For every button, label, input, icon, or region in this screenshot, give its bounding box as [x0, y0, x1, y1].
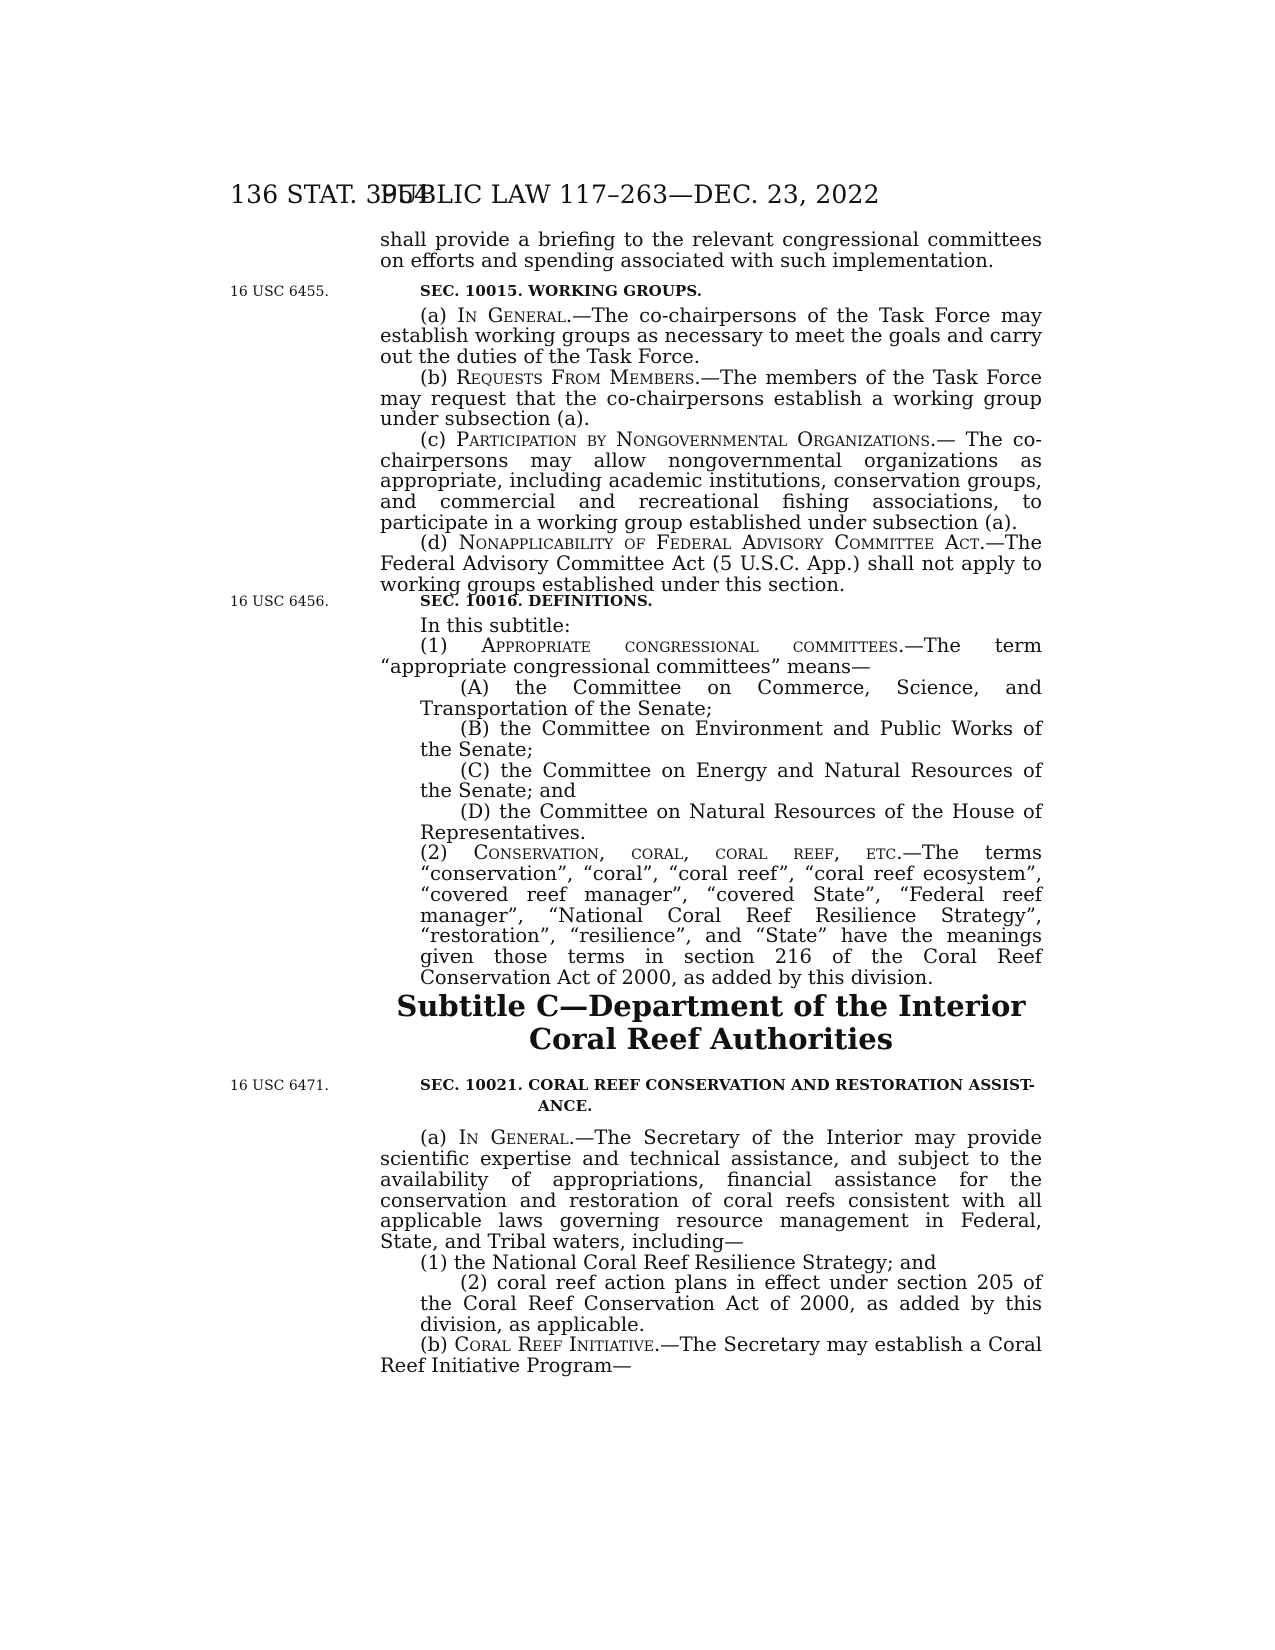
section-heading: SEC. 10016. DEFINITIONS.: [420, 592, 653, 610]
paragraph-heading: Appropriate congressional committees: [481, 634, 899, 658]
subsection-a: (a) In General.—The co-chairpersons of the Task Force may establish working groups as necessary to meet the goals and carry out the duties of the Task Force.: [380, 303, 1043, 369]
margin-citation-6455: 16 USC 6455.: [230, 284, 329, 300]
section-heading-cont: ANCE.: [538, 1096, 593, 1115]
subparagraph-B: (B) the Committee on Environment and Public Works of the Senate;: [420, 717, 1042, 761]
subsection-d: (d) Nonapplicability of Federal Advisory Committee Act.—The Federal Advisory Committee Act (5 U.S.C. App.) shall not apply to working groups established under this section.: [380, 531, 1042, 596]
statute-page-number: 136 STAT. 3954: [230, 180, 431, 209]
section-heading: SEC. 10021. CORAL REEF CONSERVATION AND RESTORATION ASSIST-: [420, 1076, 1036, 1094]
section-heading: SEC. 10015. WORKING GROUPS.: [420, 282, 703, 300]
paragraph-heading: Conservation, coral, coral reef, etc: [473, 841, 897, 865]
subsection-b: (b) Coral Reef Initiative.—The Secretary may establish a Coral Reef Initiative Program—: [380, 1333, 1042, 1378]
margin-citation-6471: 16 USC 6471.: [230, 1078, 329, 1094]
section-10016: [380, 591, 1042, 988]
subsection-heading: Coral Reef Initiative: [454, 1333, 654, 1357]
subtitle-heading: [380, 990, 1042, 1056]
subparagraph-C: (C) the Committee on Energy and Natural Resources of the Senate; and: [420, 758, 1042, 803]
subsection-heading: Nonapplicability of Federal Advisory Committee Act: [458, 531, 980, 555]
subsection-heading: In General: [458, 1126, 569, 1150]
subtitle-line-2: Coral Reef Authorities: [528, 1022, 894, 1056]
subtitle-line-1: Subtitle C—Department of the Interior: [396, 989, 1026, 1023]
continuation-block: [380, 230, 1042, 271]
subsection-b: (b) Requests From Members.—The members of the Task Force may request that the co-chairpersons establish a working group under subsection (a).: [380, 365, 1042, 431]
subsection-a: (a) In General.—The Secretary of the Interior may provide scientific expertise and technical assistance, and subject to the availability of appropriations, financial assistance for the conservation and restoration of coral reefs consistent with all applicable laws governing resource management in Federal, State, and Tribal waters, including—: [380, 1126, 1042, 1253]
intro-paragraph: In this subtitle:: [420, 613, 571, 637]
subsection-heading: Participation by Nongovernmental Organizations: [456, 427, 930, 451]
item-1: (1) the National Coral Reef Resilience Strategy; and: [420, 1250, 937, 1274]
section-10015: [380, 281, 1042, 596]
subparagraph-D: (D) the Committee on Natural Resources of the House of Representatives.: [420, 800, 1042, 844]
subsection-c: (c) Participation by Nongovernmental Organizations.— The co-chairpersons may allow nongovernmental organizations as appropriate, including academic institutions, conservation groups, and commercial and recreational fishing associations, to participate in a working group established under subsection (a).: [380, 427, 1042, 534]
margin-citation-6456: 16 USC 6456.: [230, 594, 329, 610]
subsection-heading: Requests From Members: [455, 365, 695, 389]
continuation-paragraph: shall provide a briefing to the relevant congressional committees on efforts and spending associated with such implementation.: [380, 228, 1042, 272]
item-2: (2) coral reef action plans in effect under section 205 of the Coral Reef Conservation Act of 2000, as added by this division, as applicable.: [420, 1271, 1042, 1336]
subparagraph-A: (A) the Committee on Commerce, Science, and Transportation of the Senate;: [420, 675, 1042, 720]
running-head: PUBLIC LAW 117–263—DEC. 23, 2022: [380, 180, 880, 209]
paragraph-2: (2) Conservation, coral, coral reef, etc.—The terms “conservation”, “coral”, “coral reef”, “coral reef ecosystem”, “covered reef manager”, “covered State”, “Federal reef manager”, “National Coral Reef Resilience Strategy”, “restoration”, “resilience”, and “State” have the meanings given those terms in section 216 of the Coral Reef Conservation Act of 2000, as added by this division.: [420, 841, 1043, 989]
subsection-heading: In General: [457, 303, 566, 327]
paragraph-1: (1) Appropriate congressional committees.—The term “appropriate congressional committees” means—: [380, 634, 1042, 679]
section-10021: [380, 1075, 1042, 1377]
